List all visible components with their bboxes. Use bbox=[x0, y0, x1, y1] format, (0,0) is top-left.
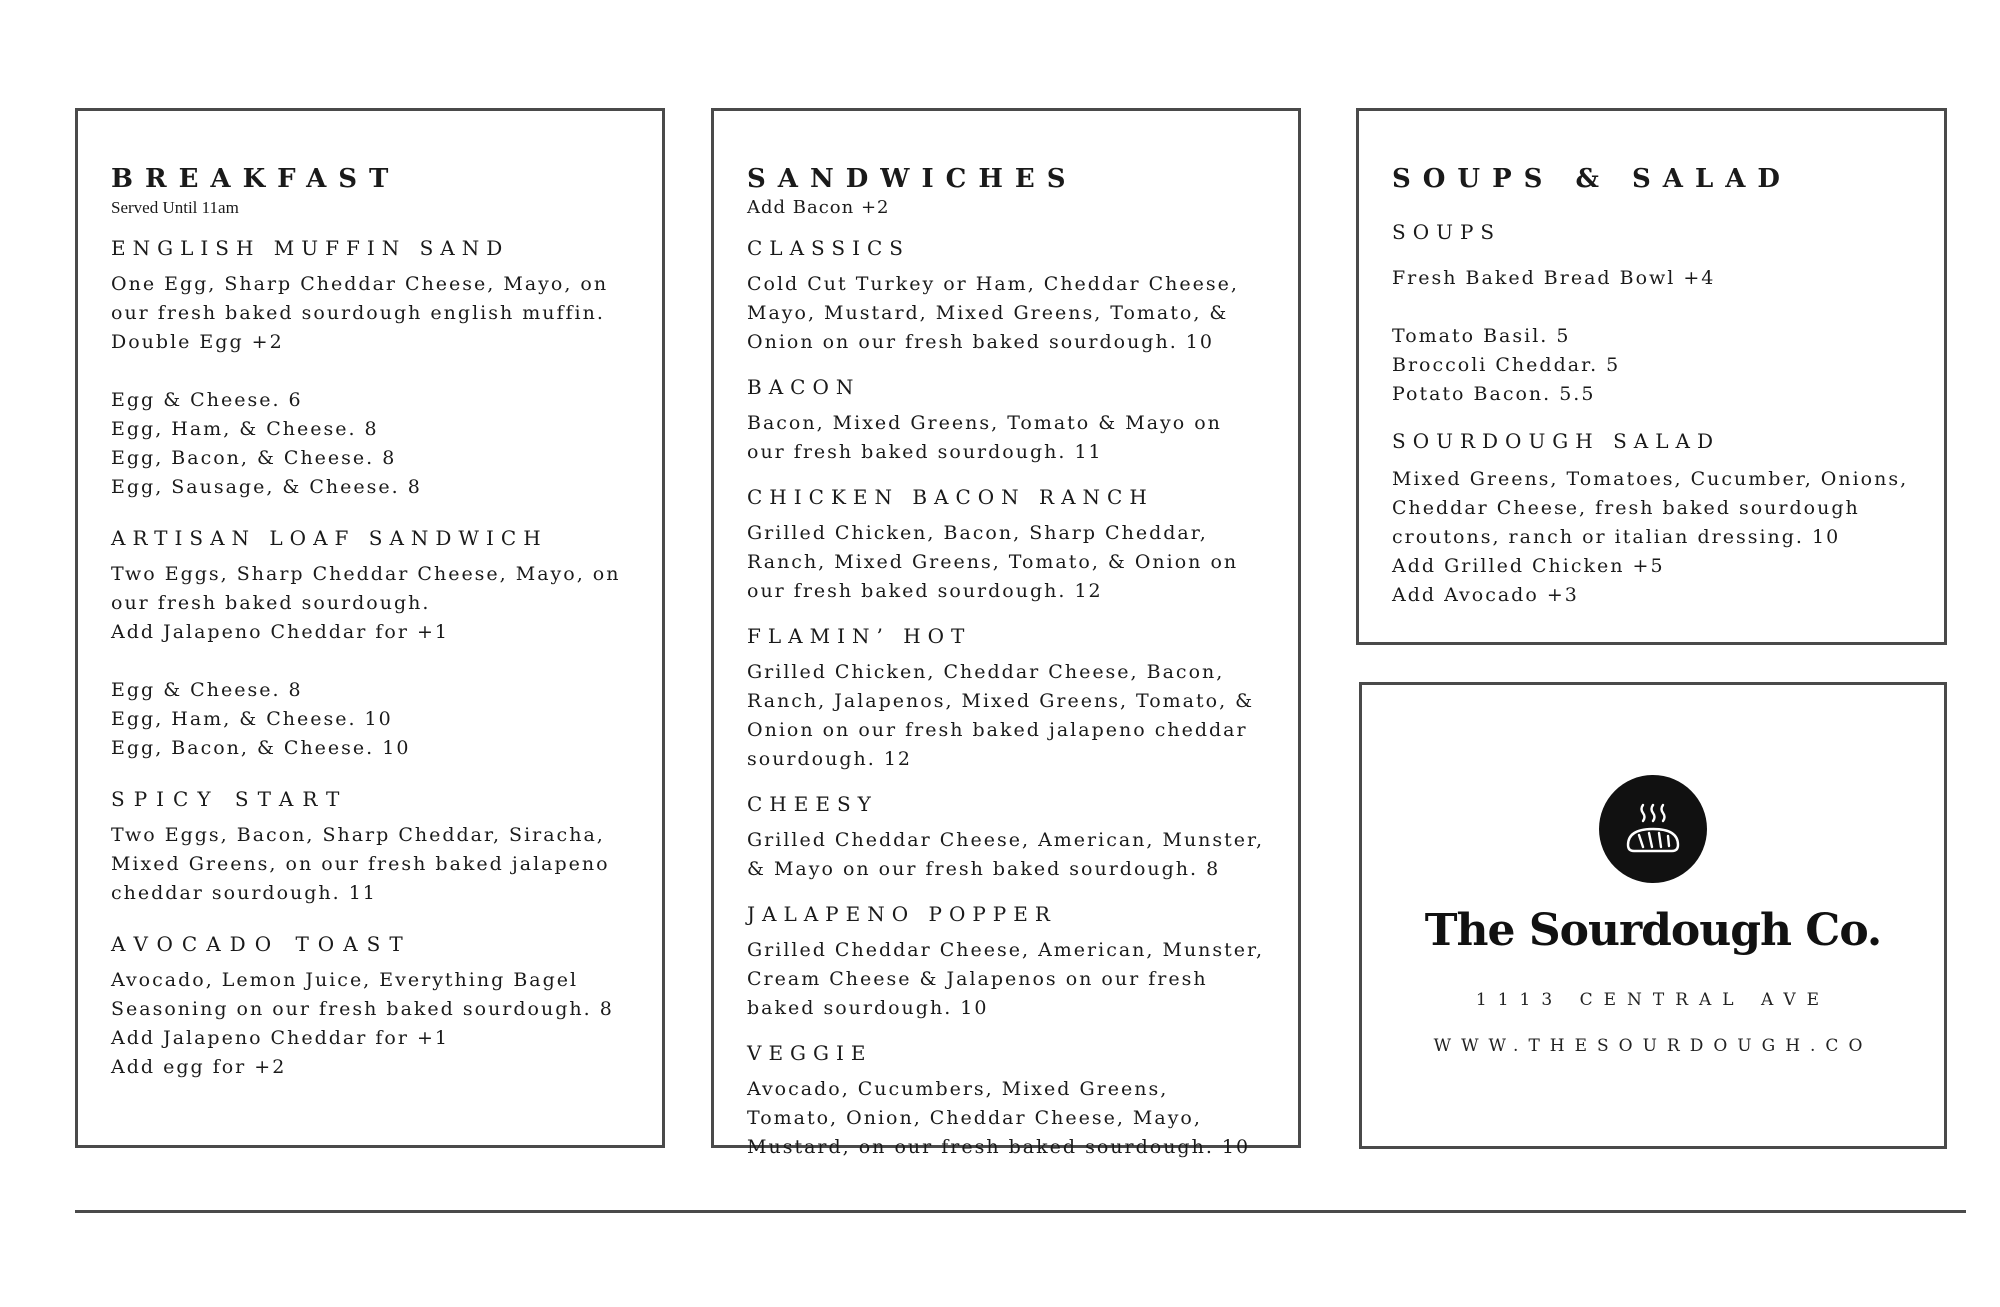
salad-desc-line: Add Avocado +3 bbox=[1392, 584, 1579, 606]
menu-item-desc-line: One Egg, Sharp Cheddar Cheese, Mayo, on bbox=[111, 273, 609, 295]
menu-item-name: CHICKEN BACON RANCH bbox=[747, 485, 1154, 509]
menu-option: Egg, Ham, & Cheese. 10 bbox=[111, 708, 393, 730]
menu-item-name: ARTISAN LOAF SANDWICH bbox=[111, 526, 548, 550]
menu-item-artisan-loaf bbox=[111, 524, 638, 763]
soup-item: Potato Bacon. 5.5 bbox=[1392, 383, 1596, 405]
salad-heading: SOURDOUGH SALAD bbox=[1392, 429, 1720, 453]
menu-item-veggie bbox=[747, 1039, 1274, 1162]
menu-item-cheesy bbox=[747, 790, 1274, 884]
breakfast-panel bbox=[75, 108, 665, 1148]
menu-item-desc-line: Onion on our fresh baked jalapeno cheddar bbox=[747, 719, 1248, 741]
menu-item-desc-line: Two Eggs, Bacon, Sharp Cheddar, Siracha, bbox=[111, 824, 605, 846]
menu-item-desc-line: Avocado, Cucumbers, Mixed Greens, bbox=[747, 1078, 1169, 1100]
menu-item-desc-line: our fresh baked sourdough. 12 bbox=[747, 580, 1103, 602]
menu-item-desc-line: our fresh baked sourdough english muffin. bbox=[111, 302, 605, 324]
menu-option: Egg & Cheese. 6 bbox=[111, 389, 303, 411]
menu-item-jalapeno-popper bbox=[747, 900, 1274, 1023]
footer-divider bbox=[75, 1210, 1966, 1213]
menu-item-name: JALAPENO POPPER bbox=[747, 902, 1057, 926]
menu-item-classics bbox=[747, 234, 1274, 357]
salad-desc-line: croutons, ranch or italian dressing. 10 bbox=[1392, 526, 1841, 548]
menu-item-desc-line: Cream Cheese & Jalapenos on our fresh bbox=[747, 968, 1208, 990]
soup-item: Broccoli Cheddar. 5 bbox=[1392, 354, 1621, 376]
menu-item-desc-line: our fresh baked sourdough. bbox=[111, 592, 431, 614]
soup-item: Tomato Basil. 5 bbox=[1392, 325, 1571, 347]
menu-item-desc-line: sourdough. 12 bbox=[747, 748, 913, 770]
menu-item-desc-line: Cold Cut Turkey or Ham, Cheddar Cheese, bbox=[747, 273, 1239, 295]
salad-desc-line: Mixed Greens, Tomatoes, Cucumber, Onions, bbox=[1392, 468, 1909, 490]
menu-item-flamin-hot bbox=[747, 622, 1274, 774]
menu-item-desc-line: & Mayo on our fresh baked sourdough. 8 bbox=[747, 858, 1221, 880]
menu-option: Egg, Ham, & Cheese. 8 bbox=[111, 418, 379, 440]
menu-item-spicy-start bbox=[111, 785, 638, 908]
menu-item-name: CHEESY bbox=[747, 792, 878, 816]
soups-salad-panel bbox=[1356, 108, 1947, 645]
menu-item-name: SPICY START bbox=[111, 787, 349, 811]
steaming-bread-icon bbox=[1599, 775, 1707, 883]
menu-option: Egg & Cheese. 8 bbox=[111, 679, 303, 701]
brand-panel bbox=[1359, 682, 1947, 1149]
brand-name: The Sourdough Co. bbox=[1424, 905, 1882, 956]
menu-item-desc-line: Mayo, Mustard, Mixed Greens, Tomato, & bbox=[747, 302, 1229, 324]
menu-item-bacon bbox=[747, 373, 1274, 467]
menu-item-desc-line: Mustard, on our fresh baked sourdough. 10 bbox=[747, 1136, 1251, 1158]
sandwiches-title: SANDWICHES bbox=[747, 164, 1078, 194]
brand-block bbox=[1362, 775, 1944, 1056]
menu-item-desc-line: Grilled Cheddar Cheese, American, Munster, bbox=[747, 829, 1265, 851]
brand-website: WWW.THESOURDOUGH.CO bbox=[1433, 1036, 1873, 1056]
menu-item-name: VEGGIE bbox=[747, 1041, 873, 1065]
menu-item-name: CLASSICS bbox=[747, 236, 910, 260]
salad-desc-line: Add Grilled Chicken +5 bbox=[1392, 555, 1665, 577]
menu-item-desc-line: Ranch, Mixed Greens, Tomato, & Onion on bbox=[747, 551, 1239, 573]
menu-item-name: AVOCADO TOAST bbox=[111, 932, 412, 956]
menu-item-desc-line: our fresh baked sourdough. 11 bbox=[747, 441, 1103, 463]
bread-bowl-note: Fresh Baked Bread Bowl +4 bbox=[1392, 267, 1716, 289]
steaming-bread-icon-svg bbox=[1599, 775, 1707, 883]
soups-heading: SOUPS bbox=[1392, 220, 1502, 244]
menu-item-desc-line: Double Egg +2 bbox=[111, 331, 284, 353]
menu-item-english-muffin bbox=[111, 234, 638, 502]
brand-address: 1113 CENTRAL AVE bbox=[1475, 990, 1831, 1010]
menu-item-desc-line: Add Jalapeno Cheddar for +1 bbox=[111, 621, 449, 643]
menu-item-desc-line: Add Jalapeno Cheddar for +1 bbox=[111, 1027, 449, 1049]
menu-item-desc-line: Seasoning on our fresh baked sourdough. 8 bbox=[111, 998, 614, 1020]
menu-item-desc-line: Grilled Chicken, Bacon, Sharp Cheddar, bbox=[747, 522, 1208, 544]
menu-item-desc-line: Tomato, Onion, Cheddar Cheese, Mayo, bbox=[747, 1107, 1202, 1129]
breakfast-served-note: Served Until 11am bbox=[111, 198, 239, 217]
salad-desc-line: Cheddar Cheese, fresh baked sourdough bbox=[1392, 497, 1860, 519]
menu-item-desc-line: Onion on our fresh baked sourdough. 10 bbox=[747, 331, 1214, 353]
menu-item-desc-line: Bacon, Mixed Greens, Tomato & Mayo on bbox=[747, 412, 1222, 434]
sandwiches-panel bbox=[711, 108, 1301, 1158]
menu-item-desc-line: Mixed Greens, on our fresh baked jalapeno bbox=[111, 853, 610, 875]
menu-item-desc-line: Add egg for +2 bbox=[111, 1056, 287, 1078]
menu-option: Egg, Sausage, & Cheese. 8 bbox=[111, 476, 422, 498]
breakfast-title: BREAKFAST bbox=[111, 164, 401, 194]
menu-option: Egg, Bacon, & Cheese. 8 bbox=[111, 447, 397, 469]
menu-option: Egg, Bacon, & Cheese. 10 bbox=[111, 737, 411, 759]
menu-item-desc-line: Ranch, Jalapenos, Mixed Greens, Tomato, & bbox=[747, 690, 1255, 712]
menu-item-name: BACON bbox=[747, 375, 861, 399]
menu-item-avocado-toast bbox=[111, 930, 638, 1082]
menu-item-name: FLAMIN’ HOT bbox=[747, 624, 972, 648]
menu-item-desc-line: Avocado, Lemon Juice, Everything Bagel bbox=[111, 969, 579, 991]
menu-item-chicken-bacon-ranch bbox=[747, 483, 1274, 606]
menu-item-desc-line: Two Eggs, Sharp Cheddar Cheese, Mayo, on bbox=[111, 563, 621, 585]
sandwiches-add-bacon-note: Add Bacon +2 bbox=[747, 197, 890, 218]
menu-item-desc-line: baked sourdough. 10 bbox=[747, 997, 989, 1019]
menu-item-desc-line: Grilled Chicken, Cheddar Cheese, Bacon, bbox=[747, 661, 1225, 683]
menu-item-name: ENGLISH MUFFIN SAND bbox=[111, 236, 510, 260]
menu-item-desc-line: cheddar sourdough. 11 bbox=[111, 882, 377, 904]
soups-salad-title: SOUPS & SALAD bbox=[1392, 164, 1792, 194]
menu-item-desc-line: Grilled Cheddar Cheese, American, Munster, bbox=[747, 939, 1265, 961]
